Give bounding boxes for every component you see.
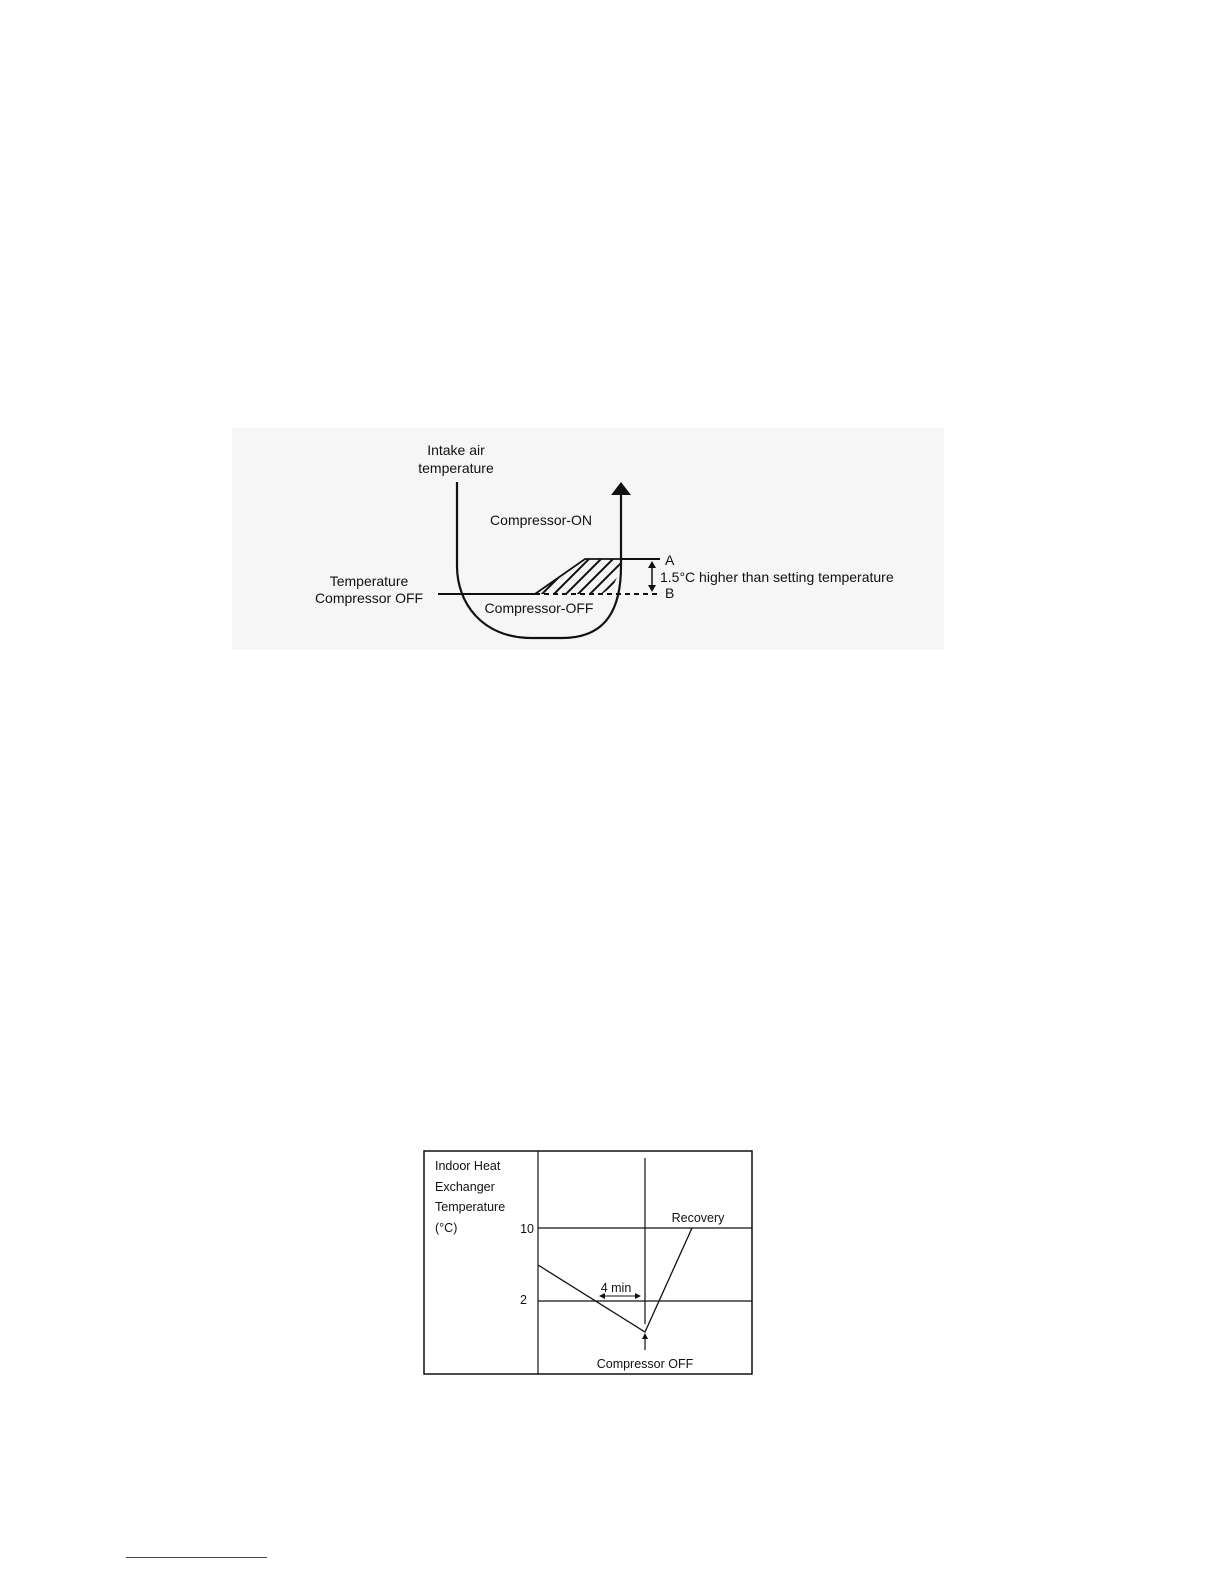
heat-exchanger-temperature-diagram: [423, 1150, 753, 1376]
compressor-on-label: Compressor-ON: [490, 512, 592, 528]
y-axis-label-line1: Intake air: [427, 442, 485, 458]
y-label-line2: Exchanger: [435, 1180, 495, 1194]
footer-link-underline: [126, 1557, 267, 1558]
recovery-label: Recovery: [671, 1211, 725, 1225]
left-label-line2: Compressor OFF: [314, 590, 424, 606]
compressor-off-event-label: Compressor OFF: [596, 1357, 694, 1371]
y-axis-label-line2: temperature: [418, 460, 494, 476]
y-label-line3: Temperature: [435, 1200, 506, 1214]
compressor-off-temperature-diagram: [232, 428, 944, 650]
left-label-line1: Temperature: [329, 573, 409, 589]
tick-label-2: 2: [520, 1293, 527, 1307]
difference-label: 1.5°C higher than setting temperature: [660, 569, 894, 585]
arrow-down-small-icon: [648, 585, 656, 592]
y-label-line4: (°C): [435, 1221, 458, 1235]
tick-label-10: 10: [520, 1222, 534, 1236]
compressor-off-diagram-svg: [232, 428, 944, 650]
interval-label: 4 min: [600, 1281, 632, 1295]
y-label-line1: Indoor Heat: [435, 1159, 501, 1173]
mark-a-label: A: [665, 552, 675, 568]
compressor-off-label: Compressor-OFF: [484, 600, 594, 616]
arrow-up-icon: [611, 482, 631, 495]
arrow-up-small-icon: [648, 561, 656, 568]
mark-b-label: B: [665, 585, 675, 601]
heat-exchanger-diagram-svg: [423, 1150, 753, 1376]
